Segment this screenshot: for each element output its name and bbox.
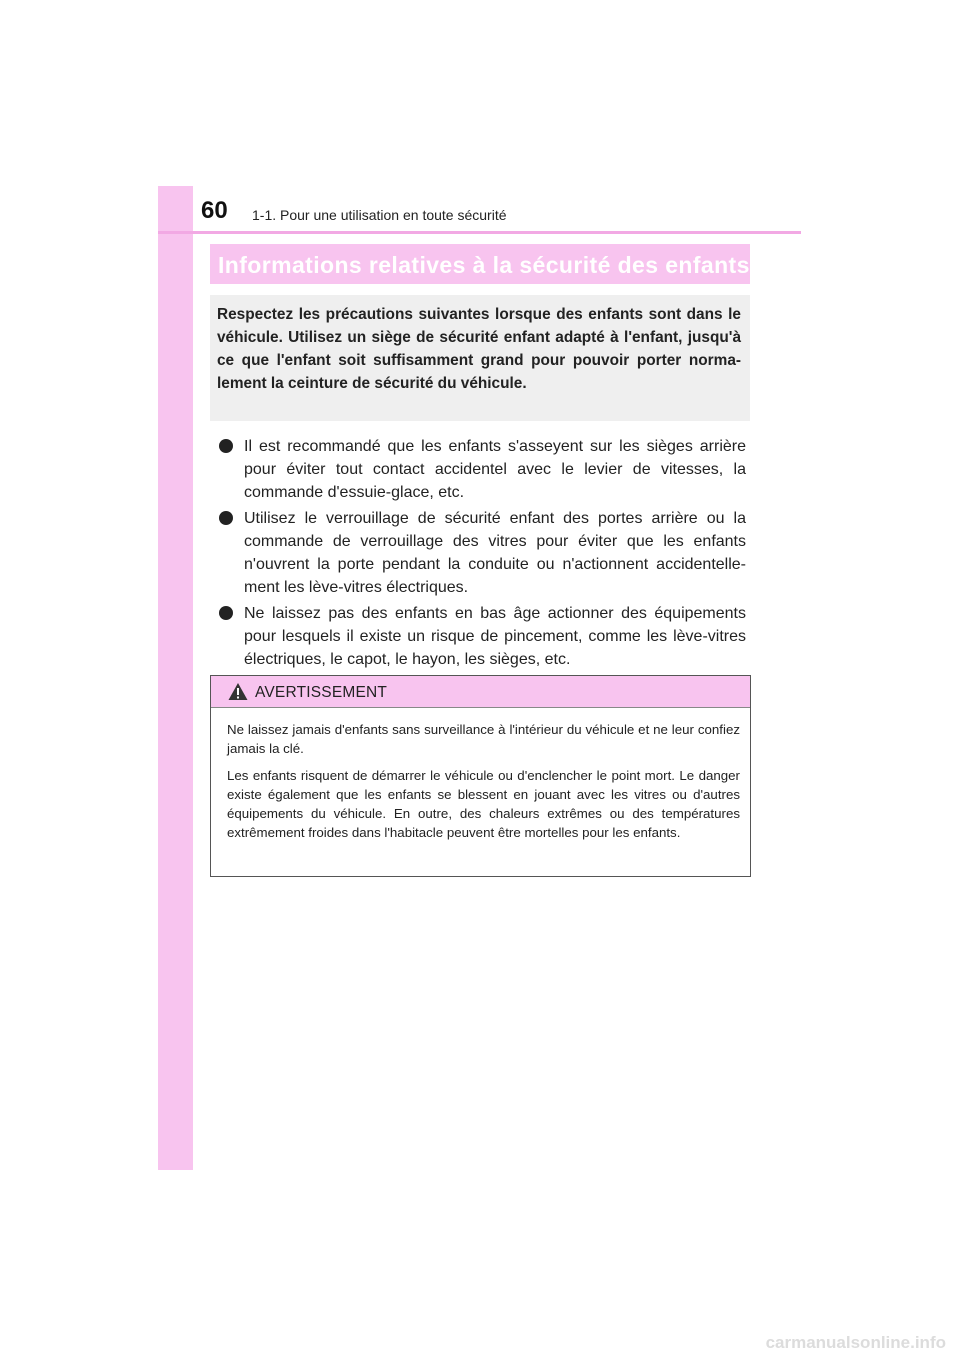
- intro-box: [210, 295, 750, 421]
- chapter-heading: 1-1. Pour une utilisation en toute sécurité: [252, 207, 507, 223]
- warning-paragraph: Ne laissez jamais d'enfants sans surveillance à l'intérieur du véhicule et ne leur confiez jamais la clé.: [227, 722, 740, 756]
- bullet-icon: [219, 511, 233, 525]
- list-item-text: Il est recommandé que les enfants s'asseyent sur les sièges arrière pour éviter tout contact accidentel avec le levier de vitesses, la commande d'essuie-glace, etc.: [244, 438, 746, 501]
- list-item-text: Utilisez le verrouillage de sécurité enfant des portes arrière ou la commande de verrouillage des vitres pour éviter que les enfants n'ouvrent la porte pendant la conduite ou n'actionnent accidentelle-ment les lève-vitres électriques.: [244, 510, 746, 596]
- side-color-band: [158, 186, 193, 1170]
- warning-box: [210, 675, 751, 877]
- list-item: [218, 602, 746, 671]
- watermark: carmanualsonline.info: [765, 1333, 946, 1352]
- page-number: 60: [201, 197, 228, 224]
- list-item: [218, 507, 746, 599]
- section-title: Informations relatives à la sécurité des enfants: [210, 244, 750, 284]
- list-item-text: Ne laissez pas des enfants en bas âge actionner des équipements pour lesquels il existe un risque de pincement, comme les lève-vitres électriques, le capot, le hayon, les sièges, etc.: [244, 605, 746, 668]
- intro-text: Respectez les précautions suivantes lorsque des enfants sont dans le véhicule. Utilisez un siège de sécurité enfant adapté à l'enfant, jusqu'à ce que l'enfant soit suffisamment grand pour pouvoir porter norma-lement la ceinture de sécurité du véhicule.: [217, 306, 741, 392]
- bullet-icon: [219, 606, 233, 620]
- bullet-list: [218, 435, 746, 674]
- bullet-icon: [219, 439, 233, 453]
- warning-triangle-icon: [228, 682, 248, 701]
- warning-header: [211, 676, 750, 708]
- warning-paragraph: Les enfants risquent de démarrer le véhicule ou d'enclencher le point mort. Le danger existe également que les enfants se blessent en jouant avec les vitres ou d'autres équipements du véhicule. En outre, des chaleurs extrêmes ou des températures extrêmement froides dans l'habitacle peuvent être mortelles pour les enfants.: [227, 768, 740, 840]
- header-rule: [158, 231, 801, 234]
- list-item: [218, 435, 746, 504]
- warning-label: AVERTISSEMENT: [255, 684, 388, 701]
- warning-body: [211, 708, 750, 842]
